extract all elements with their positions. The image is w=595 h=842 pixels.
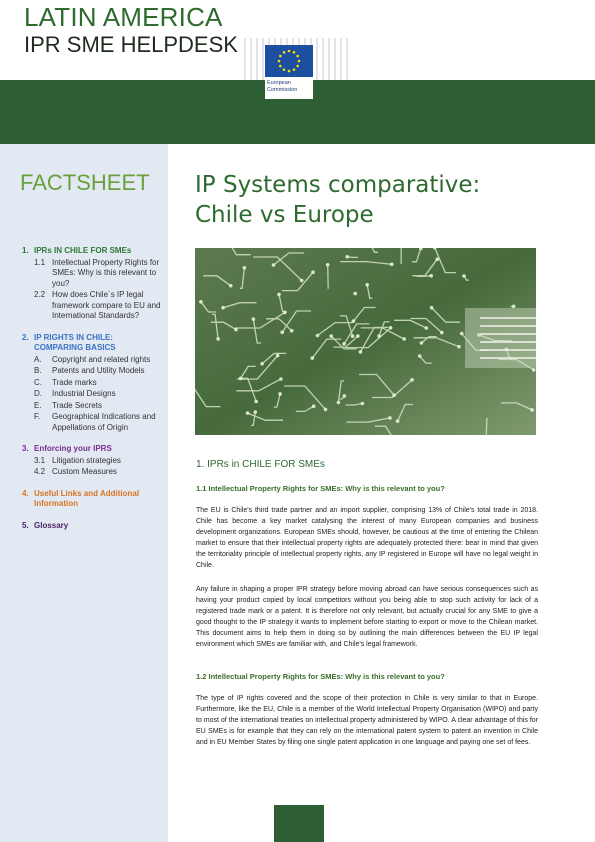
toc-item-number: D. xyxy=(34,389,42,398)
toc-item[interactable] xyxy=(22,366,162,377)
toc-item[interactable] xyxy=(22,290,162,322)
subsection-1-2-heading: 1.2 Intellectual Property Rights for SMEs: Why is this relevant to you? xyxy=(196,672,445,681)
toc-item-number: 4.2 xyxy=(34,467,46,476)
toc-item[interactable] xyxy=(22,401,162,412)
circuit-board-image xyxy=(195,248,536,435)
page-title-line2: Chile vs Europe xyxy=(195,202,374,228)
footer-green-block xyxy=(274,805,324,842)
toc-item-text: Custom Measures xyxy=(52,467,117,476)
sidebar xyxy=(0,144,168,842)
toc-item-number: E. xyxy=(34,400,42,410)
toc-item[interactable] xyxy=(22,378,162,389)
toc-section-title: Enforcing your IPRS xyxy=(34,444,112,453)
toc-section-number: 5. xyxy=(22,520,29,530)
toc-item-number: 1.1 xyxy=(34,257,46,267)
ec-logo-text xyxy=(267,80,297,94)
toc-section-number: 4. xyxy=(22,488,29,498)
ec-logo-text-line1: European xyxy=(267,80,291,86)
brand-line-2: IPR SME HELPDESK xyxy=(24,32,238,57)
toc-item-text: Litigation strategies xyxy=(52,455,121,465)
toc-item[interactable] xyxy=(22,258,162,290)
toc-section-title: Useful Links and Additional Information xyxy=(34,488,140,508)
toc-section-title: IPRs IN CHILE FOR SMEs xyxy=(34,246,132,255)
toc-item-number: C. xyxy=(34,377,42,387)
table-of-contents xyxy=(22,246,162,531)
toc-item-text: Industrial Designs xyxy=(52,389,116,398)
toc-item-text: How does Chile´s IP legal framework compare to EU and International Standards? xyxy=(52,290,161,320)
toc-section-1[interactable] xyxy=(22,246,162,257)
toc-item-text: Copyright and related rights xyxy=(52,354,151,364)
toc-item[interactable] xyxy=(22,355,162,366)
eu-flag-icon xyxy=(265,45,313,77)
factsheet-label: FACTSHEET xyxy=(20,170,150,195)
toc-section-title: IP RIGHTS IN CHILE: COMPARING BASICS xyxy=(34,332,116,352)
toc-item-number: 2.2 xyxy=(34,290,46,299)
toc-item-text: Patents and Utility Models xyxy=(52,366,145,375)
paragraph-1: The EU is Chile's third trade partner and an import supplier, comprising 13% of Chile's total trade in 2018. Chile has become a key market catalysing the interest of many European companies and business development organizations. European SMEs should, however, be cautious at the time of entering the Chilean market to ensure that their intellectual property rights are adequately protected there: bear in mind that given the territoriality principle of intellectual property rights, any IP registered in Europe will have no legal weight in Chile. xyxy=(196,507,538,569)
toc-section-number: 3. xyxy=(22,444,29,453)
toc-item-text: Trade Secrets xyxy=(52,400,102,410)
paragraph-2: Any failure in shaping a proper IPR strategy before moving abroad can have serious consequences such as having your product copied by local competitors without you being able to stop such activity for lack of a registered trade mark or a patent. It is therefore not only relevant, but actually crucial for any SME to give a good thought to the IP strategy it wants to implement before starting to export or move to the Chilean market. This document aims to help them in doing so by outlining the main differences between the EU IP legal environment which SMEs are familiar with, and Chile's legal framework. xyxy=(196,586,538,648)
toc-item-number: B. xyxy=(34,366,42,375)
toc-section-number: 1. xyxy=(22,246,29,255)
toc-item[interactable] xyxy=(22,412,162,433)
toc-section-3[interactable] xyxy=(22,444,162,455)
toc-item-text: Intellectual Property Rights for SMEs: Why is this relevant to you? xyxy=(52,257,160,288)
section-1-heading: 1. IPRs in CHILE FOR SMEs xyxy=(196,459,325,470)
toc-section-5[interactable] xyxy=(22,521,162,532)
toc-section-4[interactable] xyxy=(22,489,162,510)
toc-item[interactable] xyxy=(22,456,162,467)
toc-section-title: Glossary xyxy=(34,520,69,530)
toc-item[interactable] xyxy=(22,467,162,478)
toc-item-number: A. xyxy=(34,354,42,364)
european-commission-logo xyxy=(265,45,313,99)
toc-section-number: 2. xyxy=(22,332,29,342)
toc-section-2[interactable] xyxy=(22,333,162,354)
toc-item-number: F. xyxy=(34,412,41,421)
brand-line-1: LATIN AMERICA xyxy=(24,2,223,32)
page-title xyxy=(195,170,575,230)
subsection-1-1-heading: 1.1 Intellectual Property Rights for SMEs: Why is this relevant to you? xyxy=(196,484,445,493)
toc-item-text: Trade marks xyxy=(52,377,97,387)
toc-item[interactable] xyxy=(22,389,162,400)
toc-item-text: Geographical Indications and Appellations of Origin xyxy=(52,412,156,432)
paragraph-3: The type of IP rights covered and the scope of their protection in Chile is very similar to that in Europe. Furthermore, like the EU, Chile is a member of the World Intellectual Property Organisation (WIPO) and party to most of the international treaties on intellectual property administered by WIPO. A clear advantage of this for EU SMEs is for example that they can rely on the international patent system to patent an invention in Chile and in EU Member States by filing one single patent application in one language and paying one set of fees. xyxy=(196,695,539,746)
toc-item-number: 3.1 xyxy=(34,455,46,465)
page-title-line1: IP Systems comparative: xyxy=(195,172,481,198)
ec-logo-text-line2: Commission xyxy=(267,87,298,93)
